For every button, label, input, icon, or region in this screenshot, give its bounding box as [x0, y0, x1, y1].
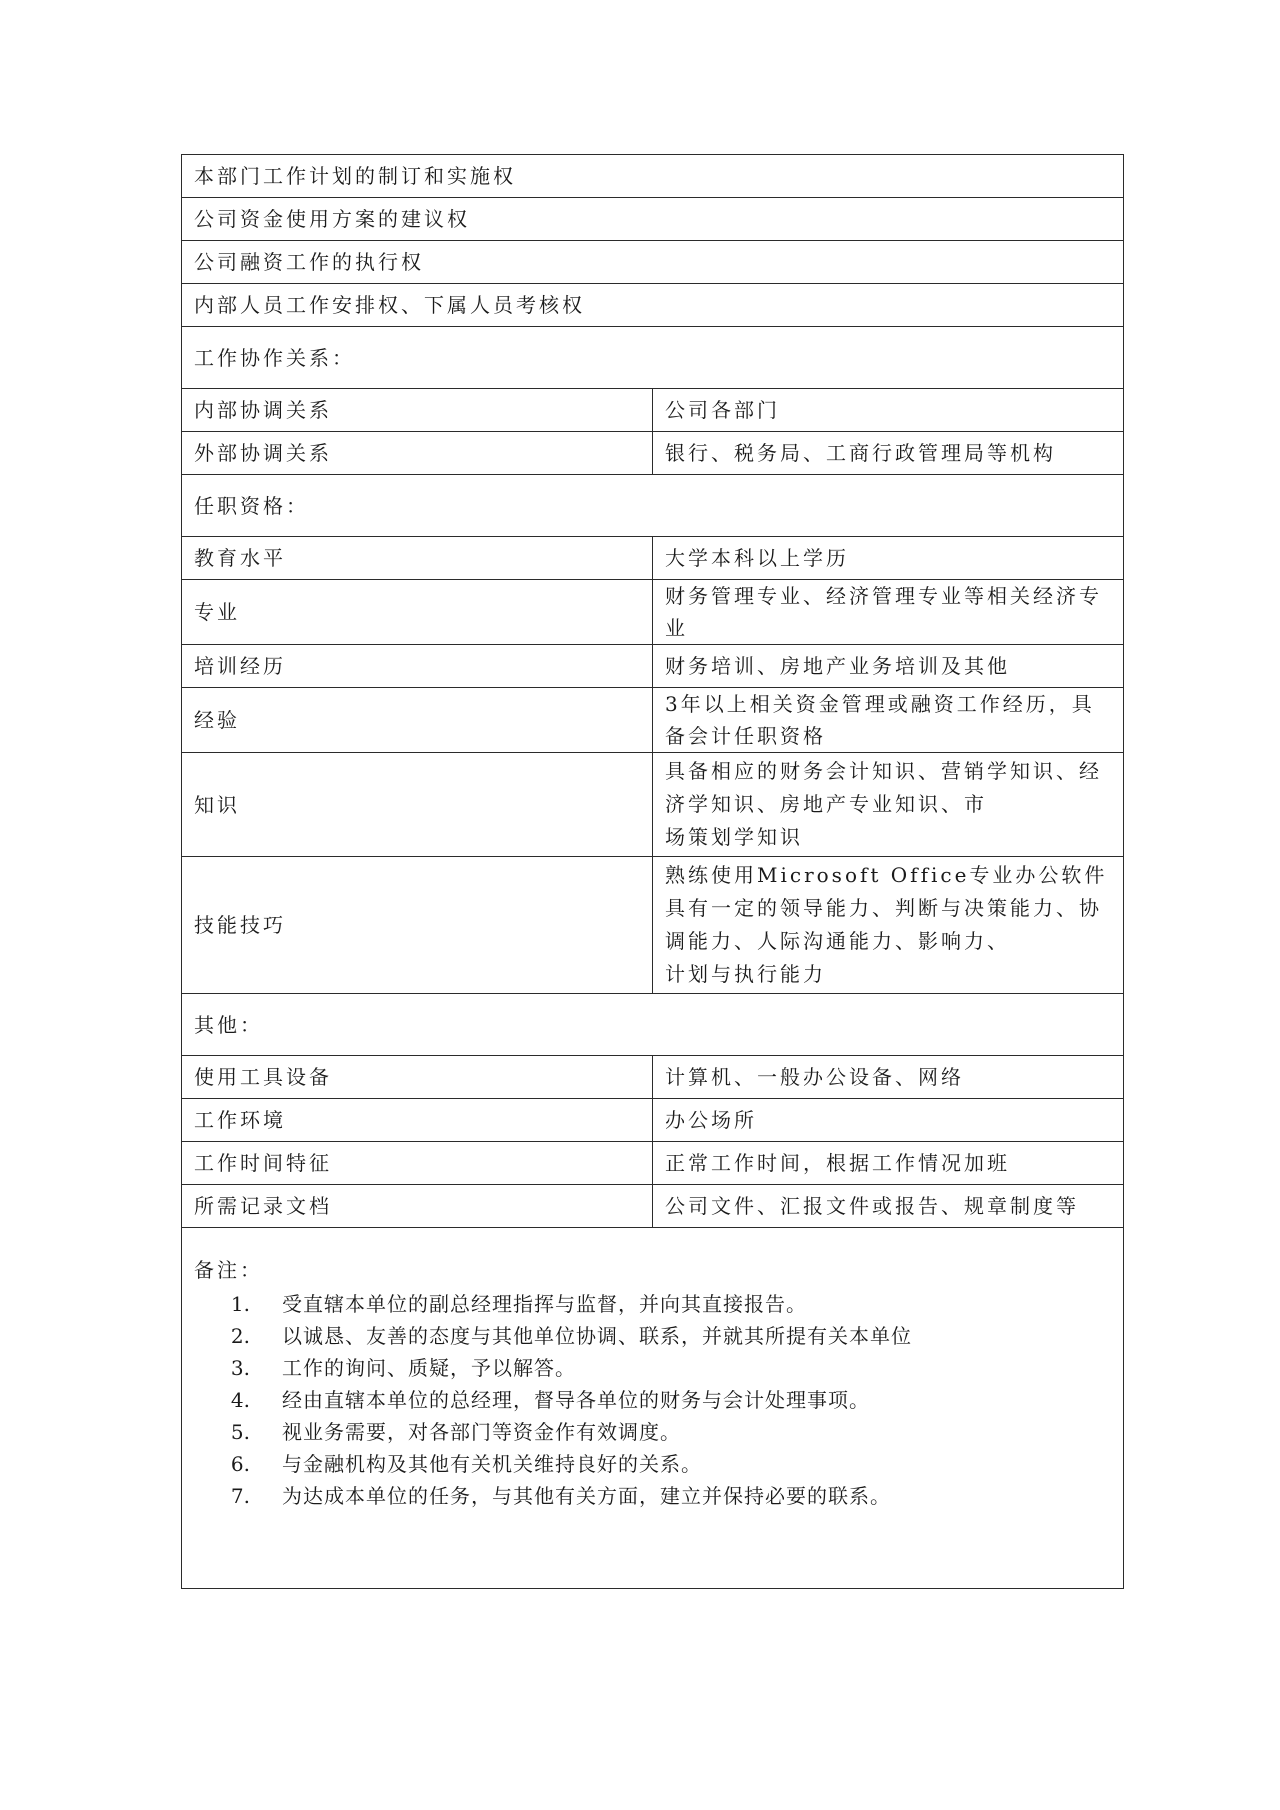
note-item — [194, 1288, 1111, 1320]
authority-text: 公司融资工作的执行权 — [182, 241, 1124, 284]
tools-value: 计算机、一般办公设备、网络 — [653, 1056, 1124, 1099]
skills-label: 技能技巧 — [182, 857, 653, 994]
internal-coordination-value: 公司各部门 — [653, 389, 1124, 432]
note-number: 5. — [230, 1420, 250, 1444]
environment-value: 办公场所 — [653, 1099, 1124, 1142]
notes-cell — [182, 1228, 1124, 1589]
notes-list — [194, 1288, 1111, 1512]
qualifications-heading: 任职资格： — [182, 475, 1124, 537]
authority-text: 公司资金使用方案的建议权 — [182, 198, 1124, 241]
note-text: 受直辖本单位的副总经理指挥与监督，并向其直接报告。 — [282, 1292, 807, 1316]
external-coordination-row — [182, 432, 1124, 475]
note-text: 经由直辖本单位的总经理，督导各单位的财务与会计处理事项。 — [282, 1388, 870, 1412]
authority-row — [182, 241, 1124, 284]
job-description-document — [181, 154, 1124, 1589]
notes-row — [182, 1228, 1124, 1589]
authority-text: 内部人员工作安排权、下属人员考核权 — [182, 284, 1124, 327]
cooperation-heading-row — [182, 327, 1124, 389]
skills-line: 熟练使用Microsoft Office专业办公软件 — [665, 863, 1108, 887]
note-number: 3. — [230, 1356, 250, 1380]
environment-row — [182, 1099, 1124, 1142]
other-heading-row — [182, 994, 1124, 1056]
major-label: 专业 — [182, 580, 653, 645]
experience-value: 3年以上相关资金管理或融资工作经历，具备会计任职资格 — [653, 688, 1124, 753]
education-value: 大学本科以上学历 — [653, 537, 1124, 580]
note-number: 2. — [230, 1324, 250, 1348]
authority-row — [182, 284, 1124, 327]
internal-coordination-row — [182, 389, 1124, 432]
job-description-table — [181, 154, 1124, 1589]
external-coordination-value: 银行、税务局、工商行政管理局等机构 — [653, 432, 1124, 475]
note-item — [194, 1320, 1111, 1352]
cooperation-heading: 工作协作关系： — [182, 327, 1124, 389]
tools-row — [182, 1056, 1124, 1099]
work-time-label: 工作时间特征 — [182, 1142, 653, 1185]
education-row — [182, 537, 1124, 580]
note-text: 视业务需要，对各部门等资金作有效调度。 — [282, 1420, 681, 1444]
training-label: 培训经历 — [182, 645, 653, 688]
knowledge-label: 知识 — [182, 753, 653, 857]
skills-value — [653, 857, 1124, 994]
records-row — [182, 1185, 1124, 1228]
note-item — [194, 1416, 1111, 1448]
training-value: 财务培训、房地产业务培训及其他 — [653, 645, 1124, 688]
note-number: 4. — [230, 1388, 250, 1412]
note-number: 6. — [230, 1452, 250, 1476]
knowledge-line: 具备相应的财务会计知识、营销学知识、经济学知识、房地产专业知识、市 — [665, 759, 1102, 816]
work-time-row — [182, 1142, 1124, 1185]
experience-row — [182, 688, 1124, 753]
records-value: 公司文件、汇报文件或报告、规章制度等 — [653, 1185, 1124, 1228]
note-text: 以诚恳、友善的态度与其他单位协调、联系，并就其所提有关本单位 — [282, 1324, 912, 1348]
note-item — [194, 1384, 1111, 1416]
note-text: 工作的询问、质疑，予以解答。 — [282, 1356, 576, 1380]
knowledge-value — [653, 753, 1124, 857]
note-number: 1. — [230, 1292, 250, 1316]
external-coordination-label: 外部协调关系 — [182, 432, 653, 475]
skills-line: 计划与执行能力 — [665, 962, 826, 986]
note-item — [194, 1352, 1111, 1384]
major-value: 财务管理专业、经济管理专业等相关经济专业 — [653, 580, 1124, 645]
note-text: 为达成本单位的任务，与其他有关方面，建立并保持必要的联系。 — [282, 1484, 891, 1508]
major-row — [182, 580, 1124, 645]
other-heading: 其他： — [182, 994, 1124, 1056]
records-label: 所需记录文档 — [182, 1185, 653, 1228]
note-text: 与金融机构及其他有关机关维持良好的关系。 — [282, 1452, 702, 1476]
note-item — [194, 1448, 1111, 1480]
work-time-value: 正常工作时间，根据工作情况加班 — [653, 1142, 1124, 1185]
note-number: 7. — [230, 1484, 250, 1508]
authority-row — [182, 155, 1124, 198]
internal-coordination-label: 内部协调关系 — [182, 389, 653, 432]
authority-text: 本部门工作计划的制订和实施权 — [182, 155, 1124, 198]
note-item — [194, 1480, 1111, 1512]
notes-title: 备注： — [194, 1258, 263, 1282]
qualifications-heading-row — [182, 475, 1124, 537]
knowledge-row — [182, 753, 1124, 857]
education-label: 教育水平 — [182, 537, 653, 580]
skills-row — [182, 857, 1124, 994]
authority-row — [182, 198, 1124, 241]
tools-label: 使用工具设备 — [182, 1056, 653, 1099]
knowledge-line: 场策划学知识 — [665, 825, 803, 849]
skills-line: 具有一定的领导能力、判断与决策能力、协调能力、人际沟通能力、影响力、 — [665, 896, 1102, 953]
training-row — [182, 645, 1124, 688]
experience-label: 经验 — [182, 688, 653, 753]
environment-label: 工作环境 — [182, 1099, 653, 1142]
